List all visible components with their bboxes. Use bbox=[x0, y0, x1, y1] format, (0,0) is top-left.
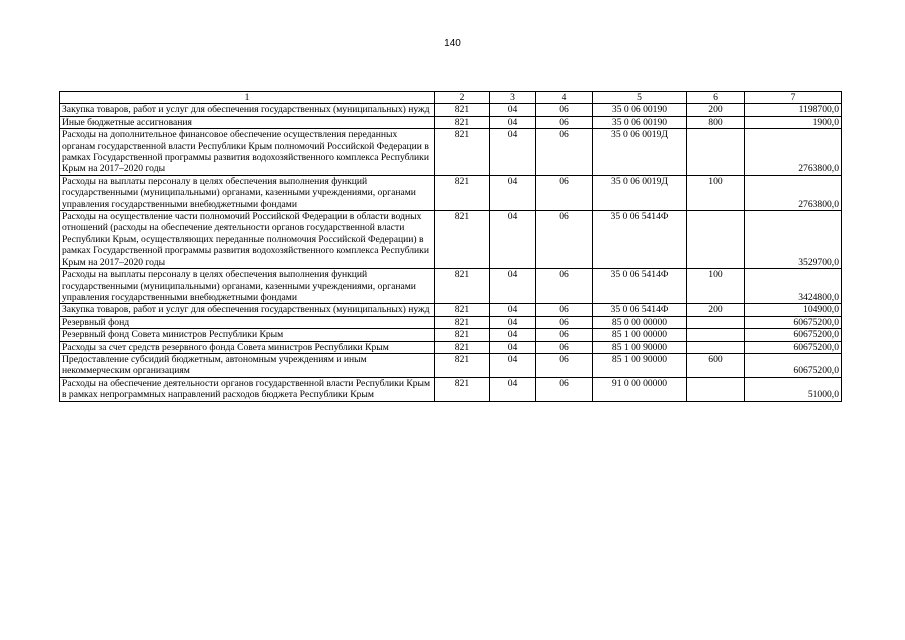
row-col2: 821 bbox=[435, 269, 490, 304]
table-row bbox=[60, 353, 842, 377]
header-cell: 5 bbox=[593, 92, 687, 104]
row-col2: 821 bbox=[435, 377, 490, 401]
table-row bbox=[60, 104, 842, 116]
row-description: Расходы на выплаты персоналу в целях обеспечения выполнения функций государственными (муниципальными) органами, казенными учреждениями, органами управления государственными внебюджетными фондами bbox=[60, 175, 435, 210]
row-col3: 04 bbox=[490, 353, 536, 377]
row-col2: 821 bbox=[435, 175, 490, 210]
header-cell: 4 bbox=[536, 92, 593, 104]
row-col4: 06 bbox=[536, 211, 593, 269]
row-col6: 200 bbox=[687, 104, 745, 116]
table-row bbox=[60, 129, 842, 176]
table-row bbox=[60, 304, 842, 316]
row-col2: 821 bbox=[435, 129, 490, 176]
row-col5: 85 1 00 90000 bbox=[593, 341, 687, 353]
row-amount: 60675200,0 bbox=[745, 341, 842, 353]
row-col3: 04 bbox=[490, 116, 536, 128]
row-description: Закупка товаров, работ и услуг для обеспечения государственных (муниципальных) нужд bbox=[60, 304, 435, 316]
row-col5: 35 0 06 0019Д bbox=[593, 129, 687, 176]
row-col2: 821 bbox=[435, 211, 490, 269]
row-col5: 35 0 06 00190 bbox=[593, 104, 687, 116]
row-col5: 35 0 06 5414Ф bbox=[593, 269, 687, 304]
row-col2: 821 bbox=[435, 316, 490, 328]
row-col6: 800 bbox=[687, 116, 745, 128]
row-description: Расходы на выплаты персоналу в целях обеспечения выполнения функций государственными (муниципальными) органами, казенными учреждениями, органами управления государственными внебюджетными фондами bbox=[60, 269, 435, 304]
row-col6: 100 bbox=[687, 175, 745, 210]
row-amount: 3529700,0 bbox=[745, 211, 842, 269]
budget-table bbox=[59, 91, 842, 402]
row-col5: 85 1 00 00000 bbox=[593, 329, 687, 341]
row-description: Расходы за счет средств резервного фонда Совета министров Республики Крым bbox=[60, 341, 435, 353]
table-row bbox=[60, 175, 842, 210]
header-cell: 3 bbox=[490, 92, 536, 104]
row-description: Закупка товаров, работ и услуг для обеспечения государственных (муниципальных) нужд bbox=[60, 104, 435, 116]
row-col4: 06 bbox=[536, 353, 593, 377]
table-row bbox=[60, 116, 842, 128]
table-row bbox=[60, 329, 842, 341]
row-col6 bbox=[687, 341, 745, 353]
row-amount: 104900,0 bbox=[745, 304, 842, 316]
row-col4: 06 bbox=[536, 341, 593, 353]
row-amount: 60675200,0 bbox=[745, 329, 842, 341]
row-col2: 821 bbox=[435, 353, 490, 377]
table-row bbox=[60, 211, 842, 269]
row-col2: 821 bbox=[435, 341, 490, 353]
row-col5: 91 0 00 00000 bbox=[593, 377, 687, 401]
row-description: Иные бюджетные ассигнования bbox=[60, 116, 435, 128]
row-description: Расходы на дополнительное финансовое обеспечение осуществления переданных органам государственной власти Республики Крым полномочий Российской Федерации в рамках Государственной программы развития водохозяйственного комплекса Республики Крым на 2017–2020 годы bbox=[60, 129, 435, 176]
table-header-row bbox=[60, 92, 842, 104]
row-description: Предоставление субсидий бюджетным, автономным учреждениям и иным некоммерческим организациям bbox=[60, 353, 435, 377]
header-cell: 1 bbox=[60, 92, 435, 104]
header-cell: 2 bbox=[435, 92, 490, 104]
row-amount: 2763800,0 bbox=[745, 175, 842, 210]
row-col3: 04 bbox=[490, 304, 536, 316]
row-col3: 04 bbox=[490, 377, 536, 401]
table-row bbox=[60, 269, 842, 304]
row-col6: 100 bbox=[687, 269, 745, 304]
row-col4: 06 bbox=[536, 316, 593, 328]
row-amount: 1900,0 bbox=[745, 116, 842, 128]
row-col4: 06 bbox=[536, 304, 593, 316]
header-cell: 7 bbox=[745, 92, 842, 104]
row-amount: 3424800,0 bbox=[745, 269, 842, 304]
row-col3: 04 bbox=[490, 129, 536, 176]
table-row bbox=[60, 341, 842, 353]
row-col3: 04 bbox=[490, 104, 536, 116]
row-col4: 06 bbox=[536, 269, 593, 304]
row-col6 bbox=[687, 329, 745, 341]
table-row bbox=[60, 316, 842, 328]
row-col4: 06 bbox=[536, 377, 593, 401]
row-col6 bbox=[687, 316, 745, 328]
page-number: 140 bbox=[444, 38, 461, 49]
row-col5: 35 0 06 0019Д bbox=[593, 175, 687, 210]
row-col6: 200 bbox=[687, 304, 745, 316]
row-description: Расходы на осуществление части полномочий Российской Федерации в области водных отношений (расходы на обеспечение деятельности органов государственной власти Республики Крым, осуществляющих переданные полномочия Российской Федерации) в рамках Государственной программы развития водохозяйственного комплекса Республики Крым на 2017–2020 годы bbox=[60, 211, 435, 269]
header-cell: 6 bbox=[687, 92, 745, 104]
row-amount: 60675200,0 bbox=[745, 353, 842, 377]
row-description: Расходы на обеспечение деятельности органов государственной власти Республики Крым в рамках непрограммных направлений расходов бюджета Республики Крым bbox=[60, 377, 435, 401]
row-col2: 821 bbox=[435, 329, 490, 341]
row-col4: 06 bbox=[536, 116, 593, 128]
row-col4: 06 bbox=[536, 175, 593, 210]
row-description: Резервный фонд Совета министров Республики Крым bbox=[60, 329, 435, 341]
row-col2: 821 bbox=[435, 104, 490, 116]
row-amount: 51000,0 bbox=[745, 377, 842, 401]
row-col6 bbox=[687, 129, 745, 176]
row-col2: 821 bbox=[435, 116, 490, 128]
row-col2: 821 bbox=[435, 304, 490, 316]
row-col5: 85 1 00 90000 bbox=[593, 353, 687, 377]
row-col6: 600 bbox=[687, 353, 745, 377]
row-col5: 85 0 00 00000 bbox=[593, 316, 687, 328]
row-col3: 04 bbox=[490, 175, 536, 210]
row-description: Резервный фонд bbox=[60, 316, 435, 328]
row-col5: 35 0 06 5414Ф bbox=[593, 304, 687, 316]
row-col4: 06 bbox=[536, 104, 593, 116]
row-col6 bbox=[687, 211, 745, 269]
row-amount: 2763800,0 bbox=[745, 129, 842, 176]
row-col6 bbox=[687, 377, 745, 401]
row-col3: 04 bbox=[490, 211, 536, 269]
table-row bbox=[60, 377, 842, 401]
row-col3: 04 bbox=[490, 341, 536, 353]
row-amount: 60675200,0 bbox=[745, 316, 842, 328]
row-col4: 06 bbox=[536, 329, 593, 341]
row-amount: 1198700,0 bbox=[745, 104, 842, 116]
row-col5: 35 0 06 5414Ф bbox=[593, 211, 687, 269]
row-col3: 04 bbox=[490, 316, 536, 328]
row-col5: 35 0 06 00190 bbox=[593, 116, 687, 128]
row-col3: 04 bbox=[490, 269, 536, 304]
row-col3: 04 bbox=[490, 329, 536, 341]
row-col4: 06 bbox=[536, 129, 593, 176]
